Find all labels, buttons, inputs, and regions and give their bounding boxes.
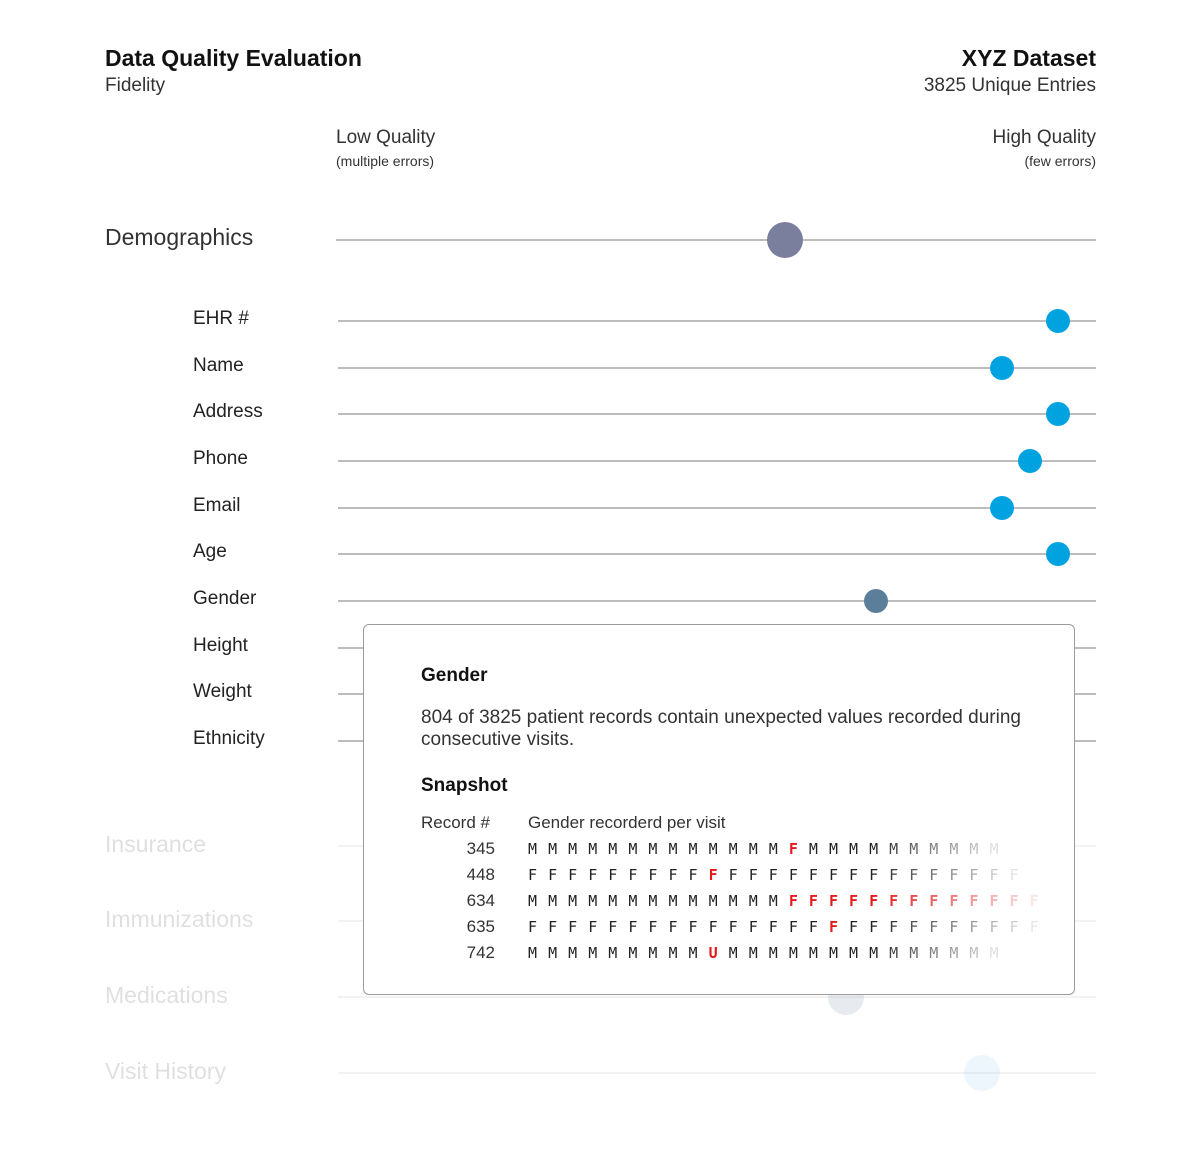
gender-detail-popup bbox=[363, 624, 1075, 995]
item-score-dot-name[interactable] bbox=[990, 356, 1014, 380]
item-score-dot-address[interactable] bbox=[1046, 402, 1070, 426]
group-track-medications bbox=[338, 996, 1096, 998]
record-visit-sequence: M M M M M M M M M M M M M F F F F F F F F F F F F F bbox=[528, 892, 1040, 910]
group-label-medications: Medications bbox=[105, 982, 228, 1008]
group-score-dot-demographics[interactable] bbox=[767, 222, 803, 258]
group-track-demographics bbox=[336, 239, 1096, 241]
item-score-dot-ehr[interactable] bbox=[1046, 309, 1070, 333]
group-score-dot-visit-history[interactable] bbox=[964, 1055, 1000, 1091]
record-visit-sequence: F F F F F F F F F F F F F F F F F F F F F F F F F bbox=[528, 866, 1020, 884]
item-label-ethnicity: Ethnicity bbox=[193, 728, 265, 749]
record-column-header: Record # bbox=[421, 813, 490, 832]
group-label-immunizations: Immunizations bbox=[105, 906, 254, 932]
item-label-height: Height bbox=[193, 635, 248, 656]
dataset-entries: 3825 Unique Entries bbox=[923, 75, 1096, 96]
low-quality-label: Low Quality bbox=[336, 127, 436, 148]
record-number: 634 bbox=[466, 891, 495, 910]
page-subtitle: Fidelity bbox=[105, 75, 166, 96]
record-number: 635 bbox=[466, 917, 495, 936]
snapshot-title: Snapshot bbox=[421, 775, 508, 796]
record-visit-sequence: M M M M M M M M M U M M M M M M M M M M M M M M bbox=[528, 944, 1000, 962]
item-track-name bbox=[338, 367, 1096, 369]
popup-description: 804 of 3825 patient records contain unexpected values recorded during consecutive visits. bbox=[421, 707, 1021, 750]
low-quality-sublabel: (multiple errors) bbox=[336, 153, 435, 169]
item-label-phone: Phone bbox=[193, 448, 248, 469]
group-label-visit-history: Visit History bbox=[105, 1058, 226, 1084]
high-quality-label: High Quality bbox=[992, 127, 1096, 148]
record-visit-sequence: M M M M M M M M M M M M M F M M M M M M M M M M bbox=[528, 840, 1000, 858]
item-label-address: Address bbox=[193, 401, 263, 422]
item-score-dot-age[interactable] bbox=[1046, 542, 1070, 566]
item-track-address bbox=[338, 413, 1096, 415]
record-number: 742 bbox=[466, 943, 495, 962]
item-track-gender bbox=[338, 600, 1096, 602]
item-track-ehr bbox=[338, 320, 1096, 322]
visits-column-header: Gender recorderd per visit bbox=[528, 813, 726, 832]
record-visit-sequence: F F F F F F F F F F F F F F F F F F F F F F F F F F bbox=[528, 918, 1040, 936]
high-quality-sublabel: (few errors) bbox=[1024, 153, 1096, 169]
item-track-email bbox=[338, 507, 1096, 509]
record-number: 448 bbox=[466, 865, 495, 884]
item-score-dot-phone[interactable] bbox=[1018, 449, 1042, 473]
item-score-dot-gender[interactable] bbox=[864, 589, 888, 613]
dataset-title: XYZ Dataset bbox=[961, 45, 1096, 71]
item-label-email: Email bbox=[193, 495, 241, 516]
item-label-age: Age bbox=[193, 541, 227, 562]
item-score-dot-email[interactable] bbox=[990, 496, 1014, 520]
popup-title: Gender bbox=[421, 665, 488, 686]
item-label-weight: Weight bbox=[193, 681, 252, 702]
group-label-demographics: Demographics bbox=[105, 224, 254, 250]
record-number: 345 bbox=[466, 839, 495, 858]
group-label-insurance: Insurance bbox=[105, 831, 207, 857]
item-label-gender: Gender bbox=[193, 588, 257, 609]
item-track-age bbox=[338, 553, 1096, 555]
item-label-ehr: EHR # bbox=[193, 308, 249, 329]
item-track-phone bbox=[338, 460, 1096, 462]
item-label-name: Name bbox=[193, 355, 244, 376]
page-title: Data Quality Evaluation bbox=[105, 45, 362, 71]
